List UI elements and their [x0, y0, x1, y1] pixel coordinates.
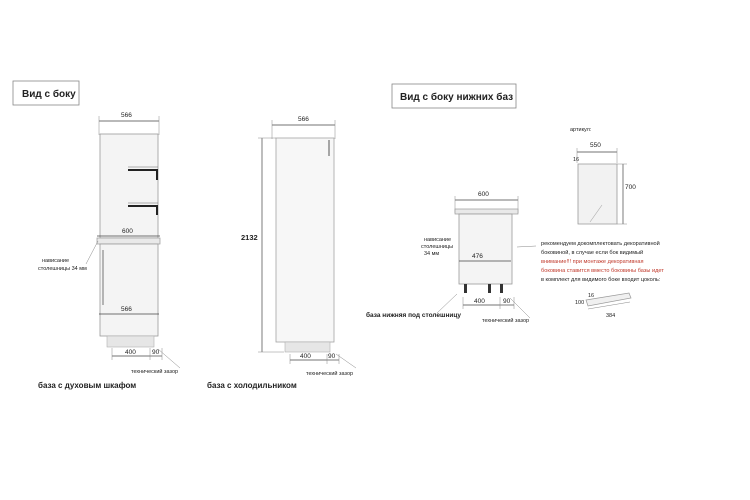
oven-cabinet: [38, 112, 180, 390]
side-view-title: Вид с боку: [22, 89, 76, 100]
oven-overhang-label-2: столешницы 34 мм: [38, 266, 87, 272]
oven-countertop: [97, 238, 160, 244]
lower-overhang-label-1: нависание: [424, 237, 452, 243]
oven-upper-panel: [100, 134, 158, 238]
lower-caption: база нижняя под столешницу: [366, 312, 461, 319]
oven-base-depth: 400: [125, 349, 136, 356]
side-panel-width: 550: [590, 142, 601, 149]
oven-width-top: 566: [121, 112, 132, 119]
lower-overhang-label-3: 34 мм: [424, 251, 440, 257]
fridge-base-depth: 400: [300, 353, 311, 360]
note-line-5: в комплект для видимого боке входит цоколь:: [541, 277, 661, 283]
note-line-1: рекомендуем докомплектовать декоративной: [541, 241, 660, 247]
fridge-caption: база с холодильником: [207, 381, 297, 390]
fridge-gap-label: технический зазор: [306, 371, 354, 377]
oven-countertop-width: 600: [122, 228, 133, 235]
fridge-panel: [276, 138, 334, 342]
lower-top-width: 600: [478, 191, 489, 198]
lower-body: [459, 214, 512, 284]
fridge-plinth: [285, 342, 330, 352]
oven-gap-label: технический зазор: [131, 369, 179, 375]
lower-inner-width: 476: [472, 253, 483, 260]
lower-overhang-label-2: столешницы: [421, 244, 454, 250]
lower-base: [366, 191, 530, 324]
oven-caption: база с духовым шкафом: [38, 381, 137, 390]
plinth: [575, 293, 631, 319]
side-view-lower-title: Вид с боку нижних баз: [400, 92, 514, 103]
plinth-thickness: 16: [588, 293, 595, 299]
side-panel-height: 700: [625, 184, 636, 191]
side-panel: [570, 127, 636, 224]
note-line-2: боковиной, в случае если бок видимый: [541, 250, 644, 256]
oven-gap: 90: [152, 349, 160, 356]
oven-width-bottom: 566: [121, 306, 132, 313]
lower-base-depth: 400: [474, 298, 485, 305]
lower-gap-label: технический зазор: [482, 318, 530, 324]
fridge-gap: 90: [328, 353, 336, 360]
fridge-height: 2132: [241, 233, 258, 242]
leg: [488, 284, 491, 293]
lower-gap: 90: [503, 298, 511, 305]
leg: [464, 284, 467, 293]
side-panel-article: артикул:: [570, 127, 592, 133]
oven-lower-panel: [100, 244, 158, 336]
recommendation-note: [517, 240, 664, 283]
plinth-height: 100: [575, 300, 585, 306]
oven-overhang-label-1: нависание: [42, 258, 70, 264]
side-panel-shape: [578, 164, 617, 224]
fridge-cabinet: [207, 116, 356, 390]
leg: [500, 284, 503, 293]
lower-countertop: [455, 209, 518, 214]
plinth-length: 384: [606, 313, 616, 319]
note-line-3: внимание!!! при монтаже декоративная: [541, 259, 644, 265]
oven-plinth: [107, 336, 154, 347]
side-panel-thickness: 16: [573, 157, 580, 163]
note-line-4: боковина ставится вместо боковины базы идет: [541, 268, 664, 274]
fridge-width: 566: [298, 116, 309, 123]
